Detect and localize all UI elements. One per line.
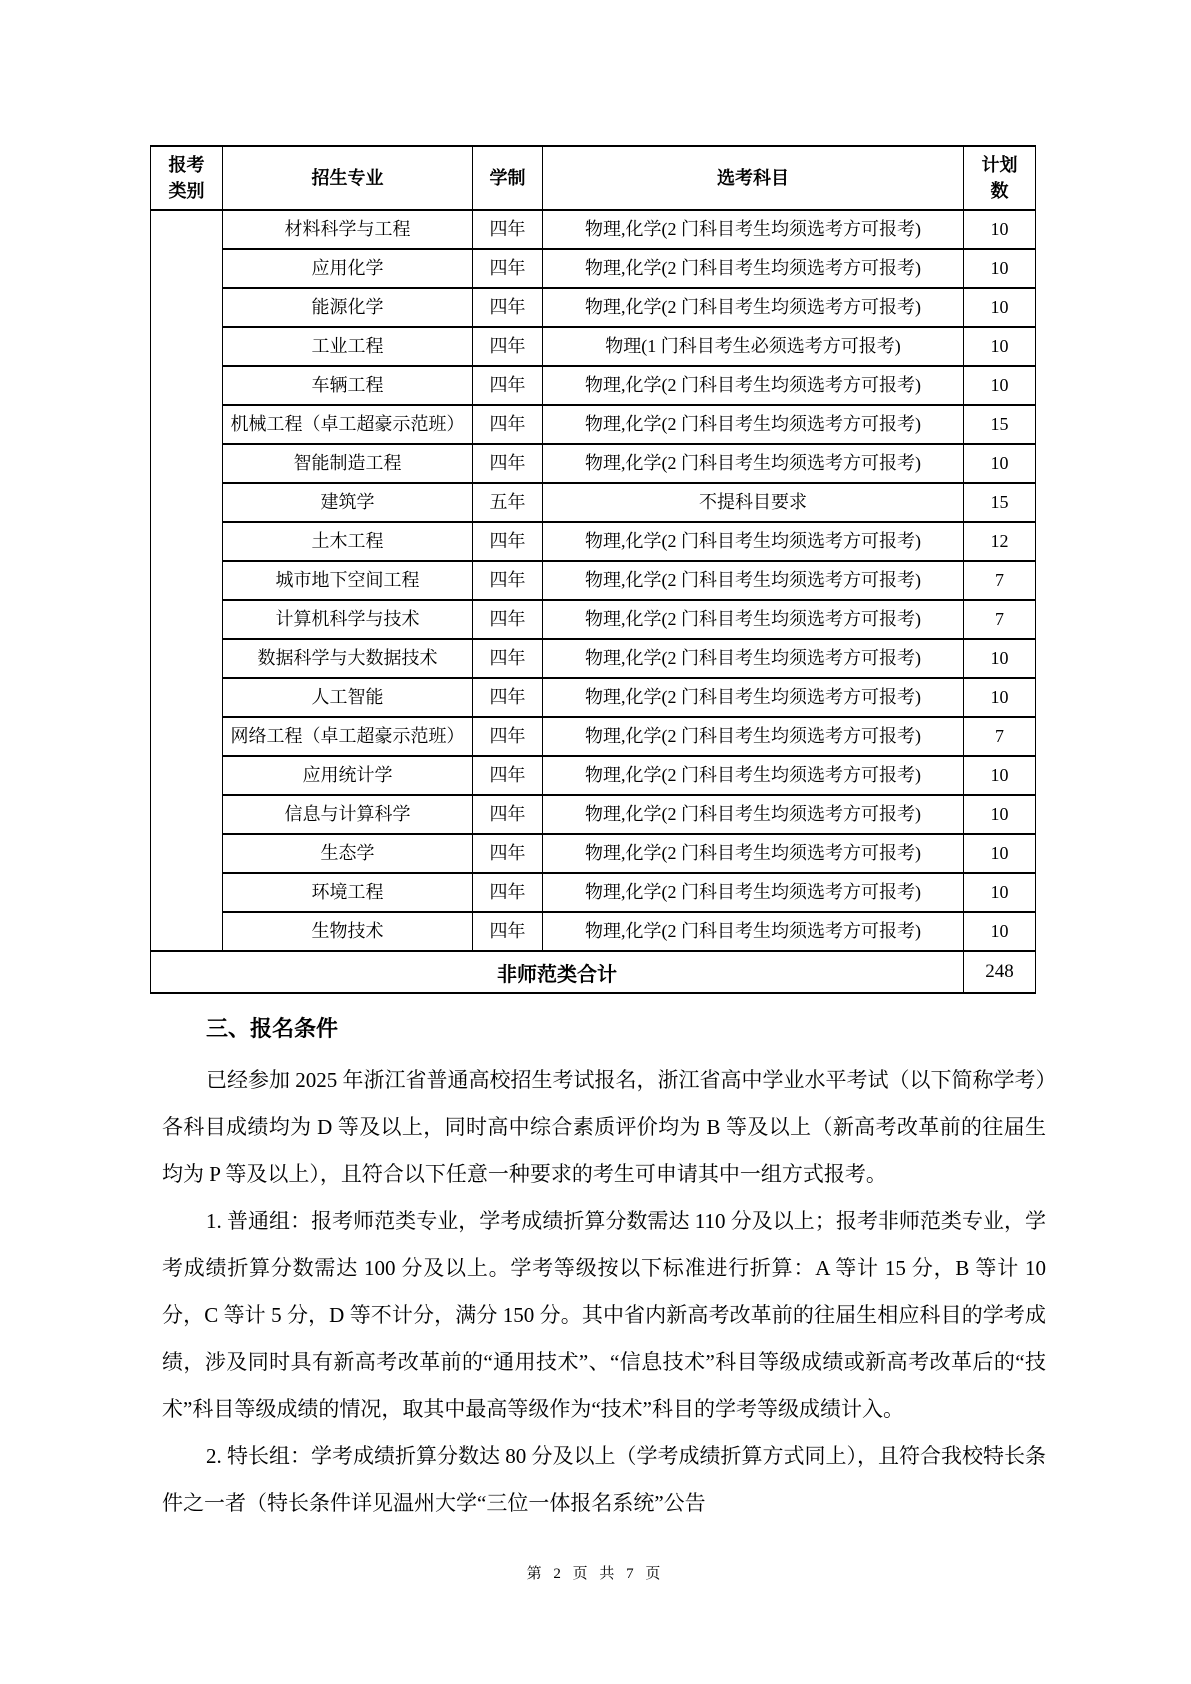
- duration-cell: 四年: [473, 561, 543, 600]
- table-row: [151, 912, 1036, 951]
- major-cell: 智能制造工程: [223, 444, 473, 483]
- subjects-cell: 物理,化学(2 门科目考生均须选考方可报考): [543, 639, 964, 678]
- major-cell: 工业工程: [223, 327, 473, 366]
- table-row: [151, 405, 1036, 444]
- table-row: [151, 366, 1036, 405]
- plan-cell: 10: [964, 327, 1036, 366]
- table-row: [151, 561, 1036, 600]
- duration-cell: 四年: [473, 756, 543, 795]
- table-row: [151, 483, 1036, 522]
- subjects-cell: 物理,化学(2 门科目考生均须选考方可报考): [543, 249, 964, 288]
- subjects-cell: 物理,化学(2 门科目考生均须选考方可报考): [543, 912, 964, 951]
- duration-cell: 四年: [473, 678, 543, 717]
- plan-cell: 10: [964, 366, 1036, 405]
- subjects-cell: 物理,化学(2 门科目考生均须选考方可报考): [543, 405, 964, 444]
- category-merged-cell: [151, 210, 223, 951]
- major-cell: 土木工程: [223, 522, 473, 561]
- major-cell: 计算机科学与技术: [223, 600, 473, 639]
- subjects-cell: 物理,化学(2 门科目考生均须选考方可报考): [543, 561, 964, 600]
- subjects-cell: 物理,化学(2 门科目考生均须选考方可报考): [543, 366, 964, 405]
- table-row: [151, 288, 1036, 327]
- table-row: [151, 834, 1036, 873]
- plan-cell: 10: [964, 873, 1036, 912]
- major-cell: 应用统计学: [223, 756, 473, 795]
- duration-cell: 四年: [473, 327, 543, 366]
- plan-cell: 15: [964, 483, 1036, 522]
- plan-cell: 10: [964, 210, 1036, 249]
- plan-cell: 10: [964, 678, 1036, 717]
- duration-cell: 四年: [473, 366, 543, 405]
- duration-cell: 四年: [473, 288, 543, 327]
- subjects-cell: 物理,化学(2 门科目考生均须选考方可报考): [543, 717, 964, 756]
- subjects-cell: 物理(1 门科目考生必须选考方可报考): [543, 327, 964, 366]
- col-header-plan-label: 计划数: [981, 155, 1018, 201]
- duration-cell: 四年: [473, 795, 543, 834]
- table-row: [151, 717, 1036, 756]
- plan-cell: 12: [964, 522, 1036, 561]
- col-header-plan: [964, 146, 1036, 210]
- subjects-cell: 物理,化学(2 门科目考生均须选考方可报考): [543, 834, 964, 873]
- plan-cell: 10: [964, 912, 1036, 951]
- plan-cell: 10: [964, 834, 1036, 873]
- plan-cell: 10: [964, 639, 1036, 678]
- paragraph-general-group: 1. 普通组：报考师范类专业，学考成绩折算分数需达 110 分及以上；报考非师范类专业，学考成绩折算分数需达 100 分及以上。学考等级按以下标准进行折算：A 等计 15 分，B 等计 10 分，C 等计 5 分，D 等不计分，满分 150 分。其中省内新高考改革前的往届生相应科目的学考成绩，涉及同时具有新高考改革前的“通用技术”、“信息技术”科目等级成绩或新高考改革后的“技术”科目等级成绩的情况，取其中最高等级作为“技术”科目的学考等级成绩计入。: [162, 1209, 1046, 1421]
- plan-cell: 7: [964, 600, 1036, 639]
- table-row: [151, 522, 1036, 561]
- section-registration-conditions: [162, 1012, 1046, 1527]
- major-cell: 人工智能: [223, 678, 473, 717]
- major-cell: 生态学: [223, 834, 473, 873]
- col-header-category-label: 报考类别: [168, 155, 205, 201]
- table-row: [151, 249, 1036, 288]
- duration-cell: 四年: [473, 639, 543, 678]
- table-row: [151, 756, 1036, 795]
- table-row: [151, 210, 1036, 249]
- major-cell: 材料科学与工程: [223, 210, 473, 249]
- table-row: [151, 795, 1036, 834]
- table-row: [151, 639, 1036, 678]
- subjects-cell: 物理,化学(2 门科目考生均须选考方可报考): [543, 678, 964, 717]
- major-cell: 网络工程（卓工超豪示范班）: [223, 717, 473, 756]
- major-cell: 环境工程: [223, 873, 473, 912]
- duration-cell: 四年: [473, 717, 543, 756]
- admission-table-body: [151, 210, 1036, 951]
- table-row: [151, 678, 1036, 717]
- subjects-cell: 物理,化学(2 门科目考生均须选考方可报考): [543, 795, 964, 834]
- plan-cell: 10: [964, 444, 1036, 483]
- major-cell: 城市地下空间工程: [223, 561, 473, 600]
- section-heading: 三、报名条件: [206, 1016, 339, 1041]
- plan-cell: 10: [964, 249, 1036, 288]
- admission-table-footer: [151, 951, 1036, 993]
- duration-cell: 四年: [473, 600, 543, 639]
- table-row: [151, 327, 1036, 366]
- duration-cell: 四年: [473, 522, 543, 561]
- major-cell: 机械工程（卓工超豪示范班）: [223, 405, 473, 444]
- duration-cell: 四年: [473, 444, 543, 483]
- subjects-cell: 物理,化学(2 门科目考生均须选考方可报考): [543, 873, 964, 912]
- duration-cell: 四年: [473, 912, 543, 951]
- plan-cell: 7: [964, 561, 1036, 600]
- subjects-cell: 物理,化学(2 门科目考生均须选考方可报考): [543, 210, 964, 249]
- plan-cell: 7: [964, 717, 1036, 756]
- plan-cell: 15: [964, 405, 1036, 444]
- total-label-cell: 非师范类合计: [151, 951, 964, 993]
- major-cell: 生物技术: [223, 912, 473, 951]
- duration-cell: 五年: [473, 483, 543, 522]
- subjects-cell: 物理,化学(2 门科目考生均须选考方可报考): [543, 756, 964, 795]
- plan-cell: 10: [964, 756, 1036, 795]
- subjects-cell: 不提科目要求: [543, 483, 964, 522]
- major-cell: 数据科学与大数据技术: [223, 639, 473, 678]
- admission-table: [150, 145, 1036, 994]
- plan-cell: 10: [964, 795, 1036, 834]
- major-cell: 建筑学: [223, 483, 473, 522]
- major-cell: 能源化学: [223, 288, 473, 327]
- paragraph-special-group: 2. 特长组：学考成绩折算分数达 80 分及以上（学考成绩折算方式同上），且符合我校特长条件之一者（特长条件详见温州大学“三位一体报名系统”公告: [162, 1444, 1046, 1515]
- table-row: [151, 873, 1036, 912]
- col-header-duration: 学制: [473, 146, 543, 210]
- duration-cell: 四年: [473, 210, 543, 249]
- total-value-cell: 248: [964, 951, 1036, 993]
- page-number: 第 2 页 共 7 页: [526, 1566, 665, 1582]
- plan-cell: 10: [964, 288, 1036, 327]
- table-row: [151, 600, 1036, 639]
- major-cell: 应用化学: [223, 249, 473, 288]
- header-row: [151, 146, 1036, 210]
- duration-cell: 四年: [473, 873, 543, 912]
- col-header-subjects: 选考科目: [543, 146, 964, 210]
- table-row: [151, 444, 1036, 483]
- col-header-major: 招生专业: [223, 146, 473, 210]
- major-cell: 车辆工程: [223, 366, 473, 405]
- subjects-cell: 物理,化学(2 门科目考生均须选考方可报考): [543, 288, 964, 327]
- duration-cell: 四年: [473, 405, 543, 444]
- duration-cell: 四年: [473, 249, 543, 288]
- col-header-category: [151, 146, 223, 210]
- admission-table-header: [151, 146, 1036, 210]
- major-cell: 信息与计算科学: [223, 795, 473, 834]
- duration-cell: 四年: [473, 834, 543, 873]
- subjects-cell: 物理,化学(2 门科目考生均须选考方可报考): [543, 522, 964, 561]
- subjects-cell: 物理,化学(2 门科目考生均须选考方可报考): [543, 600, 964, 639]
- subjects-cell: 物理,化学(2 门科目考生均须选考方可报考): [543, 444, 964, 483]
- total-row: [151, 951, 1036, 993]
- paragraph-eligibility: 已经参加 2025 年浙江省普通高校招生考试报名，浙江省高中学业水平考试（以下简称学考）各科目成绩均为 D 等及以上，同时高中综合素质评价均为 B 等及以上（新高考改革前的往届生均为 P 等及以上），且符合以下任意一种要求的考生可申请其中一组方式报考。: [162, 1068, 1046, 1186]
